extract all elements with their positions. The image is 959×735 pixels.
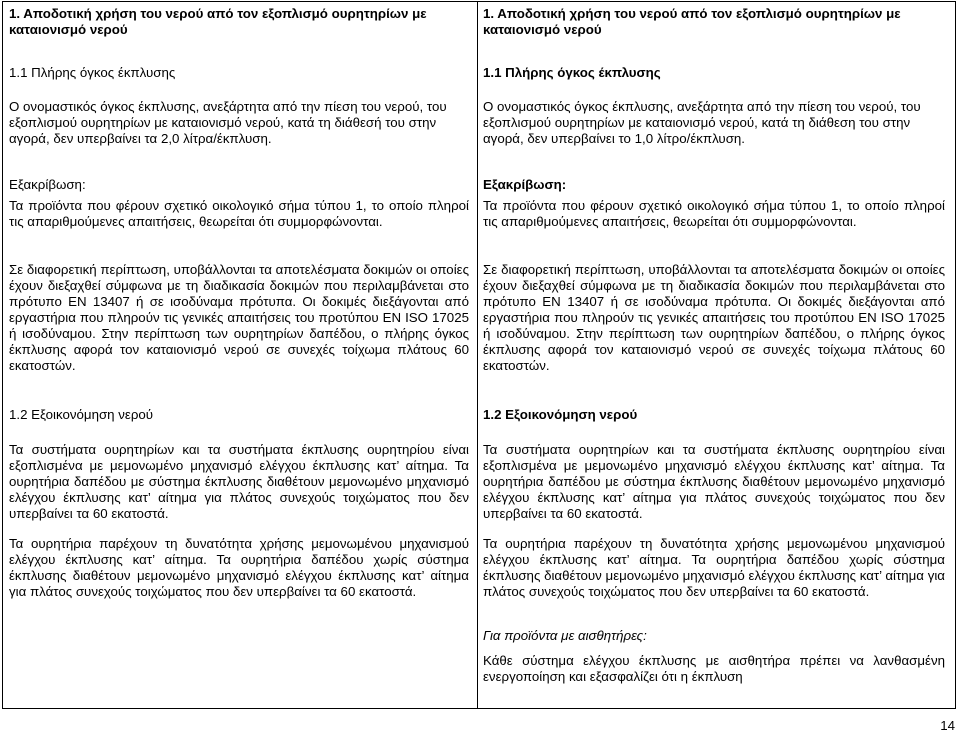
comparison-table [2, 1, 956, 709]
left-subheading-2: 1.2 Εξοικονόμηση νερού [9, 407, 154, 422]
left-verification-p2: Σε διαφορετική περίπτωση, υποβάλλονται τα αποτελέσματα δοκιμών οι οποίες έχουν διεξαχθεί σύμφωνα με τη διαδικασία δοκιμών που περιλαμβάνεται στο πρότυπο EN 13407 ή σε ισοδύναμα πρότυπα. Οι δοκιμές διεξάγονται από εργαστήρια που πληρούν τις γενικές απαιτήσεις του προτύπου EN ISO 17025 ή ισοδύναμου. Στην περίπτωση των ουρητηρίων δαπέδου, ο πλήρης όγκος έκπλυσης αφορά τον καταιονισμό νερού σε συνεχές τοίχωμα πλάτους 60 εκατοστών. [9, 262, 469, 373]
left-subheading: 1.1 Πλήρης όγκος έκπλυσης [9, 65, 176, 80]
left-saving-p1: Τα συστήματα ουρητηρίων και τα συστήματα έκπλυσης ουρητηρίου είναι εξοπλισμένα με μεμονωμένο μηχανισμό ελέγχου έκπλυσης κατ’ αίτημα. Τα ουρητήρια δαπέδου με σύστημα έκπλυσης διαθέτουν μεμονωμένο μηχανισμό ελέγχου έκπλυσης κατ’ αίτημα για πλάτος συνεχούς τοιχώματος που δεν υπερβαίνει τα 60 εκατοστά. [9, 442, 469, 521]
left-verification-label: Εξακρίβωση: [9, 177, 86, 192]
page-number: 14 [940, 718, 955, 733]
left-saving-p2: Τα ουρητήρια παρέχουν τη δυνατότητα χρήσης μεμονωμένου μηχανισμού ελέγχου έκπλυσης κατ’ αίτημα. Τα ουρητήρια δαπέδου χωρίς σύστημα έκπλυσης διαθέτουν μεμονωμένο μηχανισμό ελέγχου έκπλυσης κατ’ αίτημα για πλάτος συνεχούς τοιχώματος που δεν υπερβαίνει τα 60 εκατοστά. [9, 536, 469, 599]
right-criterion: Ο ονομαστικός όγκος έκπλυσης, ανεξάρτητα από την πίεση του νερού, του εξοπλισμού ουρητηρίων με καταιονισμό νερού, κατά τη διάθεση του στην αγορά, δεν υπερβαίνει το 1,0 λίτρο/έκπλυση. [483, 99, 921, 146]
right-verification-p2: Σε διαφορετική περίπτωση, υποβάλλονται τα αποτελέσματα δοκιμών οι οποίες έχουν διεξαχθεί σύμφωνα με τη διαδικασία δοκιμών που περιλαμβάνεται στο πρότυπο EN 13407 ή σε ισοδύναμα πρότυπα. Οι δοκιμές διεξάγονται από εργαστήρια που πληρούν τις γενικές απαιτήσεις του προτύπου EN ISO 17025 ή ισοδύναμου. Στην περίπτωση των ουρητηρίων δαπέδου, ο πλήρης όγκος έκπλυσης αφορά τον καταιονισμό νερού σε συνεχές τοίχωμα πλάτους 60 εκατοστών. [483, 262, 945, 373]
left-heading: 1. Αποδοτική χρήση του νερού από τον εξοπλισμό ουρητηρίων με καταιονισμό νερού [9, 6, 427, 37]
left-verification-p1: Τα προϊόντα που φέρουν σχετικό οικολογικό σήμα τύπου 1, το οποίο πληροί τις απαριθμούμενες απαιτήσεις, θεωρείται ότι συμμορφώνονται. [9, 198, 469, 229]
right-verification-p1: Τα προϊόντα που φέρουν σχετικό οικολογικό σήμα τύπου 1, το οποίο πληροί τις απαριθμούμενες απαιτήσεις, θεωρείται ότι συμμορφώνονται. [483, 198, 945, 229]
right-subheading-2: 1.2 Εξοικονόμηση νερού [483, 407, 638, 422]
left-criterion: Ο ονομαστικός όγκος έκπλυσης, ανεξάρτητα από την πίεση του νερού, του εξοπλισμού ουρητηρίων με καταιονισμό νερού, κατά τη διάθεσή του στην αγορά, δεν υπερβαίνει τα 2,0 λίτρα/έκπλυση. [9, 99, 447, 146]
right-column [478, 2, 955, 708]
right-sensor-paragraph: Κάθε σύστημα ελέγχου έκπλυσης με αισθητήρα πρέπει να λανθασμένη ενεργοποίηση και εξασφαλίζει ότι η έκπλυση [483, 653, 945, 684]
right-saving-p1: Τα συστήματα ουρητηρίων και τα συστήματα έκπλυσης ουρητηρίου είναι εξοπλισμένα με μεμονωμένο μηχανισμό ελέγχου έκπλυσης κατ’ αίτημα. Τα ουρητήρια δαπέδου με σύστημα έκπλυσης διαθέτουν μεμονωμένο μηχανισμό ελέγχου έκπλυσης κατ’ αίτημα για πλάτος συνεχούς τοιχώματος που δεν υπερβαίνει τα 60 εκατοστά. [483, 442, 945, 521]
right-sensor-label: Για προϊόντα με αισθητήρες: [483, 628, 647, 643]
right-saving-p2: Τα ουρητήρια παρέχουν τη δυνατότητα χρήσης μεμονωμένου μηχανισμού ελέγχου έκπλυσης κατ’ αίτημα. Τα ουρητήρια δαπέδου χωρίς σύστημα έκπλυσης διαθέτουν μεμονωμένο μηχανισμό ελέγχου έκπλυσης κατ’ αίτημα για πλάτος συνεχούς τοιχώματος που δεν υπερβαίνει τα 60 εκατοστά. [483, 536, 945, 599]
right-subheading: 1.1 Πλήρης όγκος έκπλυσης [483, 65, 661, 80]
left-column [3, 2, 478, 708]
right-verification-label: Εξακρίβωση: [483, 177, 567, 192]
right-heading: 1. Αποδοτική χρήση του νερού από τον εξοπλισμό ουρητηρίων με καταιονισμό νερού [483, 6, 901, 37]
